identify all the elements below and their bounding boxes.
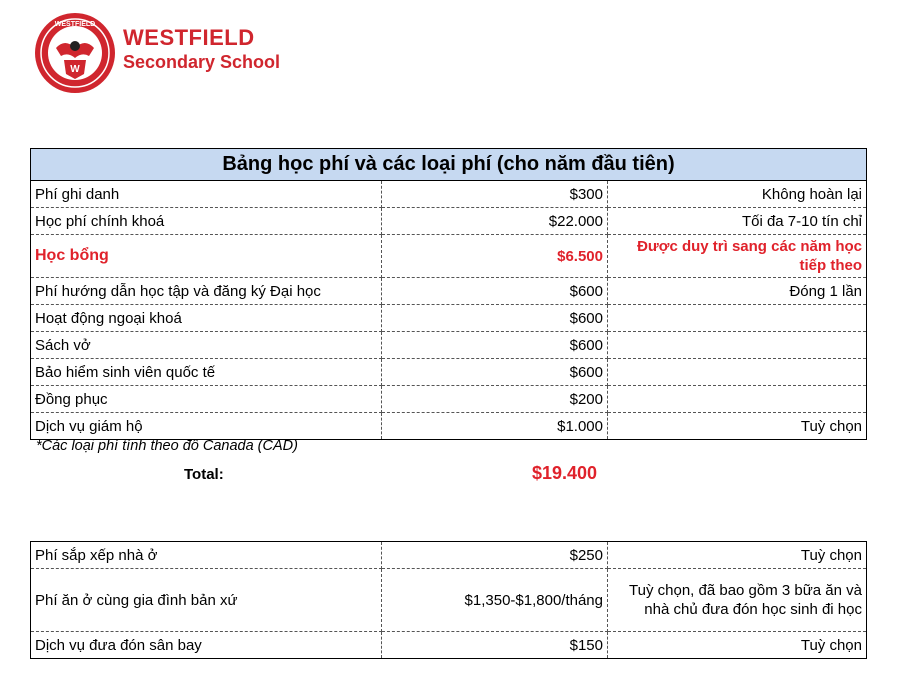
optional-fee-table: [30, 541, 867, 659]
fee-note: Không hoàn lại: [608, 181, 867, 208]
fee-amount: $22.000: [382, 208, 608, 235]
fee-amount: $200: [382, 386, 608, 413]
fee-amount: $600: [382, 332, 608, 359]
total-label: Total:: [184, 466, 224, 483]
table-row: [31, 181, 867, 208]
fee-note: [608, 305, 867, 332]
fee-amount: $250: [382, 542, 608, 569]
fee-note: [608, 332, 867, 359]
table-row: [31, 359, 867, 386]
fee-name: Hoạt động ngoại khoá: [31, 305, 382, 332]
school-name: [123, 27, 280, 71]
fee-amount: $600: [382, 278, 608, 305]
fee-amount: $1,350-$1,800/tháng: [382, 569, 608, 632]
fee-note: Được duy trì sang các năm học tiếp theo: [608, 235, 867, 278]
fee-name: Đồng phục: [31, 386, 382, 413]
fee-name: Học bổng: [31, 235, 382, 278]
fee-note: Tối đa 7-10 tín chỉ: [608, 208, 867, 235]
fee-name: Phí ăn ở cùng gia đình bản xứ: [31, 569, 382, 632]
fee-note: Tuỳ chọn: [608, 632, 867, 659]
tuition-fee-table: [30, 148, 867, 440]
table-title-row: [31, 149, 867, 181]
fee-note: Tuỳ chọn: [608, 413, 867, 440]
fee-name: Dịch vụ giám hộ: [31, 413, 382, 440]
table-row: [31, 569, 867, 632]
fee-note: [608, 386, 867, 413]
fee-note: [608, 359, 867, 386]
fee-name: Dịch vụ đưa đón sân bay: [31, 632, 382, 659]
fee-amount: $6.500: [382, 235, 608, 278]
svg-text:WESTFIELD: WESTFIELD: [54, 21, 96, 28]
table-row: [31, 332, 867, 359]
svg-text:W: W: [70, 64, 80, 75]
fee-amount: $300: [382, 181, 608, 208]
fee-note: Tuỳ chọn: [608, 542, 867, 569]
fee-note: Tuỳ chọn, đã bao gồm 3 bữa ăn và nhà chủ đưa đón học sinh đi học: [608, 569, 867, 632]
fee-name: Học phí chính khoá: [31, 208, 382, 235]
currency-footnote: *Các loại phí tính theo đô Canada (CAD): [36, 438, 298, 454]
school-crest-logo: [34, 12, 116, 94]
fee-name: Phí ghi danh: [31, 181, 382, 208]
fee-name: Bảo hiểm sinh viên quốc tế: [31, 359, 382, 386]
table-row: [31, 386, 867, 413]
table-row: [31, 542, 867, 569]
table-row: [31, 413, 867, 440]
school-name-line2: Secondary School: [123, 52, 281, 72]
fee-name: Sách vở: [31, 332, 382, 359]
fee-amount: $150: [382, 632, 608, 659]
table-title: Bảng học phí và các loại phí (cho năm đầu tiên): [31, 149, 867, 181]
table-row: [31, 208, 867, 235]
fee-amount: $600: [382, 305, 608, 332]
school-name-line1: WESTFIELD: [123, 25, 255, 50]
fee-amount: $600: [382, 359, 608, 386]
table-row: [31, 632, 867, 659]
total-value: $19.400: [532, 463, 598, 483]
fee-note: Đóng 1 lần: [608, 278, 867, 305]
fee-name: Phí hướng dẫn học tập và đăng ký Đại học: [31, 278, 382, 305]
table-row: [31, 305, 867, 332]
table-row: [31, 278, 867, 305]
fee-name: Phí sắp xếp nhà ở: [31, 542, 382, 569]
fee-amount: $1.000: [382, 413, 608, 440]
scholarship-row: [31, 235, 867, 278]
